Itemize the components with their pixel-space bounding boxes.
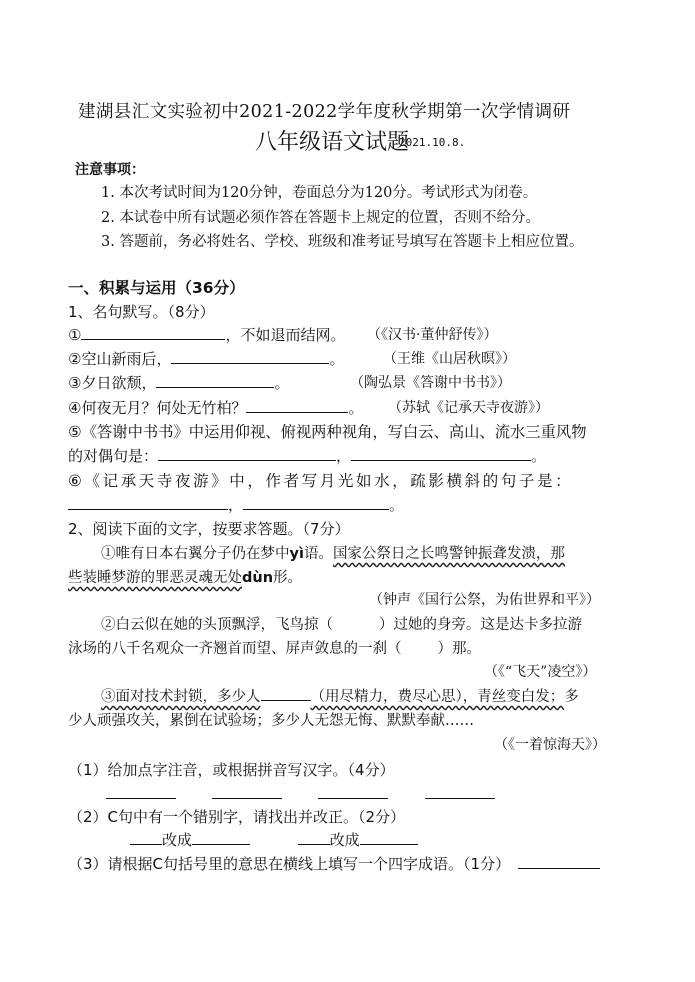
wavy-underlined-text: ③面对技术封锁，多少人 xyxy=(101,689,261,705)
paper-title: 八年级语文试题 xyxy=(255,130,410,155)
passage-b-text: 泳场的八千名观众一齐翘首而望、屏声敛息的一刹（ xyxy=(68,641,402,657)
notes-item: 2. 本试卷中所有试题必须作答在答题卡上规定的位置，否则不给分。 xyxy=(101,210,540,226)
q1-line-5-continued xyxy=(68,445,546,466)
pinyin-dun: dùn xyxy=(242,570,274,586)
q1-line-2-source: （王维《山居秋暝》） xyxy=(383,351,516,367)
q1-line-3 xyxy=(68,372,289,393)
passage-a-text: 形。 xyxy=(273,570,303,586)
answer-blank[interactable] xyxy=(106,784,176,799)
answer-blank[interactable] xyxy=(243,495,389,510)
answer-blank[interactable] xyxy=(68,495,228,510)
answer-blank[interactable] xyxy=(158,446,336,461)
q1-line-6-continued xyxy=(68,494,404,515)
school-title: 建湖县汇文实验初中2021-2022学年度秋学期第一次学情调研 xyxy=(78,102,571,122)
answer-blank[interactable] xyxy=(318,784,388,799)
q1-line-5-end: 。 xyxy=(531,447,547,465)
q1-line-3-text: 。 xyxy=(274,374,290,392)
q1-line-4-prefix: ④何夜无月？何处无竹柏？ xyxy=(68,399,247,417)
wavy-underlined-text: 些装睡梦游的罪恶灵魂无处 xyxy=(68,570,242,586)
passage-a-source: （钟声《国行公祭，为佑世界和平》） xyxy=(369,592,600,608)
q1-line-3-prefix: ③夕日欲颓， xyxy=(68,374,157,392)
notes-item: 1. 本次考试时间为120分钟，卷面总分为120分。考试形式为闭卷。 xyxy=(101,185,538,201)
answer-blank[interactable] xyxy=(171,349,329,364)
q1-line-1-prefix: ① xyxy=(68,326,82,344)
q1-line-2-prefix: ②空山新雨后， xyxy=(68,350,172,368)
notes-heading: 注意事项： xyxy=(75,162,145,178)
passage-c-source: （《一着惊海天》） xyxy=(494,737,606,753)
answer-row-1 xyxy=(106,784,495,803)
q1-line-6-end: 。 xyxy=(389,496,405,514)
sub-question-3-text: （3）请根据C句括号里的意思在横线上填写一个四字成语。（1分） xyxy=(68,855,511,873)
passage-a-line-2 xyxy=(68,566,302,587)
q1-line-4-text: 。 xyxy=(348,399,364,417)
sub-question-2: （2）C句中有一个错别字，请找出并改正。（2分） xyxy=(68,808,406,826)
q1-line-4-source: （苏轼《记承天寺夜游》） xyxy=(388,400,549,416)
q1-line-6-comma: ， xyxy=(228,496,244,514)
passage-c-line-2: 少人顽强攻关，累倒在试验场；多少人无怨无悔、默默奉献…… xyxy=(68,713,474,729)
answer-blank[interactable] xyxy=(130,830,162,845)
answer-blank[interactable] xyxy=(298,830,330,845)
gai-label: 改成 xyxy=(162,831,193,849)
q1-line-2-text: 。 xyxy=(329,350,345,368)
answer-blank[interactable] xyxy=(425,784,495,799)
wavy-underlined-text: （用尽精力，费尽心思），青丝变白发； xyxy=(310,689,565,705)
passage-b-text: ②白云似在她的头顶飘浮，飞鸟掠（ xyxy=(101,617,333,633)
question-1-title: 1、名句默写。（8分） xyxy=(68,303,215,321)
pinyin-yi: yì xyxy=(289,546,304,562)
answer-blank[interactable] xyxy=(156,373,274,388)
answer-blank[interactable] xyxy=(351,446,531,461)
q1-line-5-comma: ， xyxy=(336,447,352,465)
passage-a-text: ①唯有日本右翼分子仍在梦中 xyxy=(101,546,290,562)
notes-item: 3. 答题前，务必将姓名、学校、班级和准考证号填写在答题卡上相应位置。 xyxy=(101,234,584,250)
q1-line-1-text: ，不如退而结网。 xyxy=(225,326,346,344)
exam-date: 2021.10.8. xyxy=(399,136,466,149)
passage-b-source: （《“飞天”凌空》） xyxy=(484,664,597,680)
passage-a-text: 语。 xyxy=(303,546,333,562)
passage-b-line-2 xyxy=(68,637,481,658)
q1-line-1 xyxy=(68,324,345,345)
answer-row-2 xyxy=(130,829,418,850)
q1-line-4 xyxy=(68,397,363,418)
q1-line-2 xyxy=(68,348,344,369)
sub-question-1: （1）给加点字注音，或根据拼音写汉字。（4分） xyxy=(68,761,395,779)
q1-line-6: ⑥《记承天寺夜游》中，作者写月光如水，疏影横斜的句子是： xyxy=(68,472,574,490)
section-heading: 一、积累与运用（36分） xyxy=(68,279,245,297)
passage-b-text: ）过她的身旁。这是达卡多拉游 xyxy=(379,617,582,633)
answer-blank[interactable] xyxy=(212,784,282,799)
q1-line-3-source: （陶弘景《答谢中书书》） xyxy=(350,375,511,391)
q1-line-5-prefix: 的对偶句是： xyxy=(68,447,159,465)
passage-b-text: ）那。 xyxy=(437,641,481,657)
answer-blank[interactable] xyxy=(81,325,225,340)
sub-question-3 xyxy=(68,853,600,874)
passage-b-line-1 xyxy=(101,613,582,634)
answer-blank[interactable] xyxy=(360,830,418,845)
question-2-title: 2、阅读下面的文字，按要求答题。（7分） xyxy=(68,520,350,538)
answer-blank[interactable] xyxy=(192,830,250,845)
answer-blank[interactable] xyxy=(261,688,311,701)
answer-blank[interactable] xyxy=(246,398,348,413)
q1-line-5: ⑤《答谢中书书》中运用仰视、俯视两种视角，写白云、高山、流水三重风物 xyxy=(68,423,587,441)
gai-label: 改成 xyxy=(329,831,360,849)
answer-blank[interactable] xyxy=(518,854,600,869)
q1-line-1-source: （《汉书·董仲舒传》） xyxy=(367,327,498,343)
passage-c-line-1 xyxy=(101,685,579,706)
passage-a-line-1 xyxy=(101,542,565,563)
passage-c-text: 多 xyxy=(564,689,579,705)
wavy-underlined-text: 国家公祭日之长鸣警钟振聋发溃，那 xyxy=(332,546,565,562)
